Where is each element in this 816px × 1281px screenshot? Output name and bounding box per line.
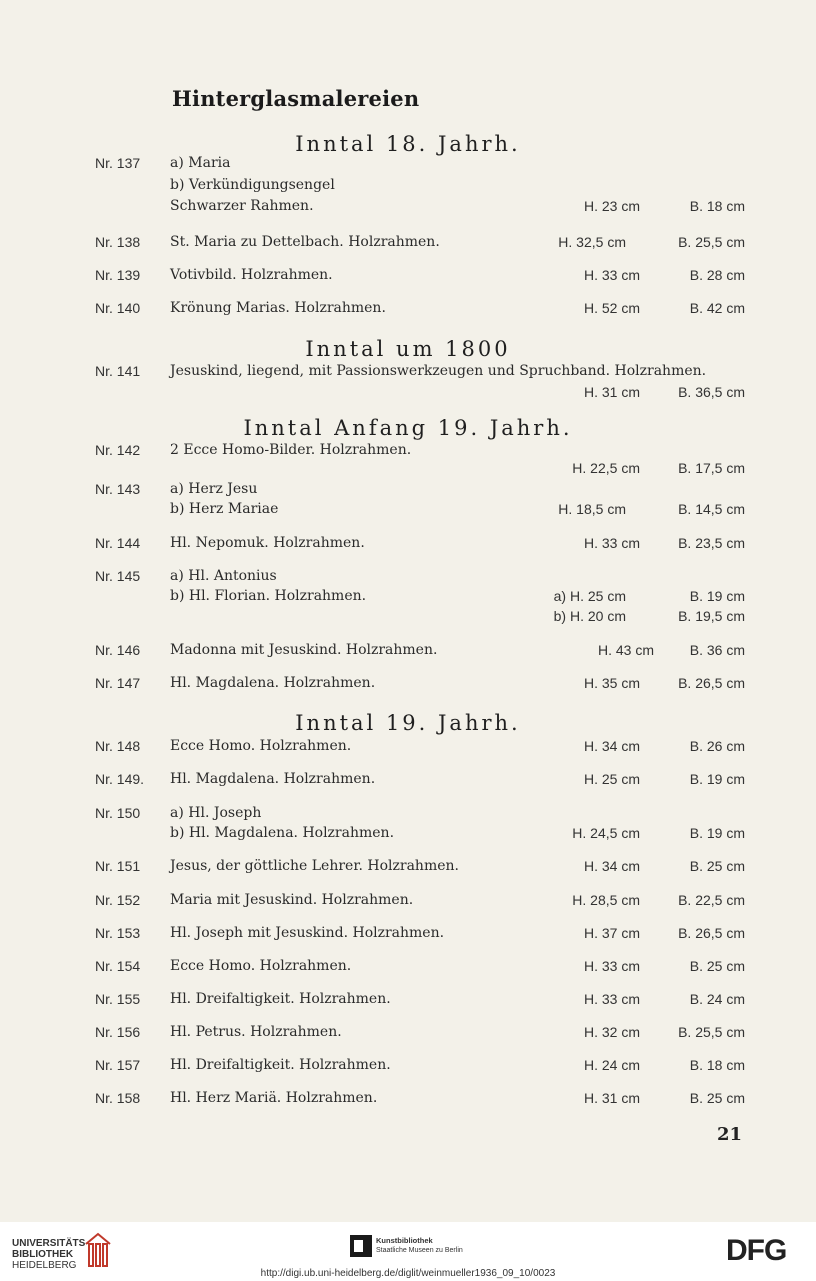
university-library-logo-icon [82, 1230, 114, 1270]
entry-description: Ecce Homo. Holzrahmen. [170, 958, 352, 974]
entry-height: H. 33 cm [583, 958, 640, 974]
entry-width: B. 25 cm [689, 958, 745, 974]
entry-width: B. 25 cm [689, 858, 745, 874]
kunstbibliothek-logo-icon [350, 1235, 372, 1257]
entry-width: B. 26 cm [689, 738, 745, 754]
entry-number: Nr. 147 [95, 675, 141, 691]
entry-width: B. 42 cm [689, 300, 745, 316]
permalink-url[interactable]: http://digi.ub.uni-heidelberg.de/diglit/weinmueller1936_09_10/0023 [260, 1268, 556, 1279]
entry-height: H. 31 cm [583, 1090, 640, 1106]
ub-line-1: UNIVERSITÄTS- [12, 1238, 89, 1249]
entry-height: H. 22,5 cm [572, 460, 640, 476]
entry-number: Nr. 152 [95, 892, 141, 908]
entry-description: b) Hl. Magdalena. Holzrahmen. [170, 825, 395, 841]
entry-width: B. 26,5 cm [678, 925, 745, 941]
entry-height: H. 32 cm [583, 1024, 640, 1040]
entry-width: B. 19,5 cm [678, 608, 745, 624]
entry-width: B. 25,5 cm [678, 234, 745, 250]
entry-height: H. 52 cm [583, 300, 640, 316]
entry-width: B. 26,5 cm [678, 675, 745, 691]
entry-width: B. 28 cm [689, 267, 745, 283]
entry-height: H. 23 cm [583, 198, 640, 214]
entry-number: Nr. 157 [95, 1057, 141, 1073]
section-heading: Inntal 18. Jahrh. [295, 132, 521, 156]
entry-width: B. 19 cm [689, 825, 745, 841]
entry-number: Nr. 143 [95, 481, 141, 497]
entry-description: Hl. Magdalena. Holzrahmen. [170, 771, 376, 787]
entry-width: B. 19 cm [689, 771, 745, 787]
entry-description: Jesuskind, liegend, mit Passionswerkzeugen und Spruchband. Holzrahmen. [170, 363, 707, 379]
kb-name: Kunstbibliothek [376, 1236, 433, 1245]
entry-description: St. Maria zu Dettelbach. Holzrahmen. [170, 234, 440, 250]
entry-number: Nr. 138 [95, 234, 141, 250]
entry-width: B. 17,5 cm [678, 460, 745, 476]
entry-description: Jesus, der göttliche Lehrer. Holzrahmen. [170, 858, 459, 874]
entry-height: H. 43 cm [597, 642, 654, 658]
entry-height: H. 34 cm [583, 858, 640, 874]
university-library-logo-text [12, 1238, 89, 1271]
entry-description: b) Hl. Florian. Holzrahmen. [170, 588, 367, 604]
entry-description: Ecce Homo. Holzrahmen. [170, 738, 352, 754]
entry-number: Nr. 144 [95, 535, 141, 551]
entry-height: H. 18,5 cm [558, 501, 626, 517]
entry-width: B. 22,5 cm [678, 892, 745, 908]
entry-description: Hl. Dreifaltigkeit. Holzrahmen. [170, 1057, 391, 1073]
entry-width: B. 25,5 cm [678, 1024, 745, 1040]
ub-line-2: BIBLIOTHEK [12, 1249, 74, 1260]
entry-description: b) Verkündigungsengel [170, 177, 335, 193]
entry-number: Nr. 155 [95, 991, 141, 1007]
entry-number: Nr. 140 [95, 300, 141, 316]
entry-width: B. 36 cm [689, 642, 745, 658]
entry-height: H. 33 cm [583, 267, 640, 283]
entry-description: Madonna mit Jesuskind. Holzrahmen. [170, 642, 438, 658]
entry-height: H. 34 cm [583, 738, 640, 754]
entry-height: a) H. 25 cm [553, 588, 626, 604]
entry-description: Hl. Herz Mariä. Holzrahmen. [170, 1090, 378, 1106]
entry-description: Maria mit Jesuskind. Holzrahmen. [170, 892, 414, 908]
dfg-logo: DFG [726, 1234, 787, 1267]
entry-number: Nr. 139 [95, 267, 141, 283]
entry-description: Hl. Joseph mit Jesuskind. Holzrahmen. [170, 925, 445, 941]
entry-width: B. 18 cm [689, 198, 745, 214]
entry-number: Nr. 151 [95, 858, 141, 874]
page-number: 21 [717, 1124, 743, 1145]
entry-height: H. 24 cm [583, 1057, 640, 1073]
section-heading: Inntal Anfang 19. Jahrh. [243, 416, 573, 440]
entry-width: B. 19 cm [689, 588, 745, 604]
entry-width: B. 25 cm [689, 1090, 745, 1106]
page-heading: Hinterglasmalereien [172, 86, 420, 111]
entry-description: Krönung Marias. Holzrahmen. [170, 300, 386, 316]
entry-description: Hl. Magdalena. Holzrahmen. [170, 675, 376, 691]
entry-height: H. 25 cm [583, 771, 640, 787]
section-heading: Inntal um 1800 [305, 337, 511, 361]
entry-number: Nr. 142 [95, 442, 141, 458]
entry-height: H. 33 cm [583, 535, 640, 551]
entry-width: B. 18 cm [689, 1057, 745, 1073]
entry-number: Nr. 154 [95, 958, 141, 974]
entry-width: B. 36,5 cm [678, 384, 745, 400]
entry-width: B. 14,5 cm [678, 501, 745, 517]
entry-description: a) Maria [170, 155, 231, 171]
entry-number: Nr. 153 [95, 925, 141, 941]
entry-height: H. 28,5 cm [572, 892, 640, 908]
entry-description: 2 Ecce Homo-Bilder. Holzrahmen. [170, 442, 412, 458]
section-heading: Inntal 19. Jahrh. [295, 711, 521, 735]
entry-description: a) Hl. Joseph [170, 805, 262, 821]
entry-description: a) Herz Jesu [170, 481, 258, 497]
kunstbibliothek-logo-text [376, 1236, 463, 1255]
entry-number: Nr. 156 [95, 1024, 141, 1040]
entry-description: a) Hl. Antonius [170, 568, 277, 584]
entry-height: b) H. 20 cm [553, 608, 626, 624]
entry-number: Nr. 145 [95, 568, 141, 584]
entry-height: H. 35 cm [583, 675, 640, 691]
entry-height: H. 31 cm [583, 384, 640, 400]
entry-description: Hl. Petrus. Holzrahmen. [170, 1024, 342, 1040]
entry-number: Nr. 141 [95, 363, 141, 379]
entry-number: Nr. 148 [95, 738, 141, 754]
entry-description: Schwarzer Rahmen. [170, 198, 314, 214]
entry-description: b) Herz Mariae [170, 501, 279, 517]
entry-description: Votivbild. Holzrahmen. [170, 267, 333, 283]
entry-description: Hl. Nepomuk. Holzrahmen. [170, 535, 365, 551]
entry-number: Nr. 158 [95, 1090, 141, 1106]
entry-height: H. 24,5 cm [572, 825, 640, 841]
entry-height: H. 32,5 cm [558, 234, 626, 250]
ub-line-3: HEIDELBERG [12, 1260, 77, 1271]
entry-number: Nr. 149. [95, 771, 145, 787]
entry-width: B. 24 cm [689, 991, 745, 1007]
entry-description: Hl. Dreifaltigkeit. Holzrahmen. [170, 991, 391, 1007]
entry-width: B. 23,5 cm [678, 535, 745, 551]
entry-height: H. 33 cm [583, 991, 640, 1007]
entry-number: Nr. 150 [95, 805, 141, 821]
entry-number: Nr. 146 [95, 642, 141, 658]
entry-number: Nr. 137 [95, 155, 141, 171]
entry-height: H. 37 cm [583, 925, 640, 941]
kb-sub: Staatliche Museen zu Berlin [376, 1247, 463, 1254]
